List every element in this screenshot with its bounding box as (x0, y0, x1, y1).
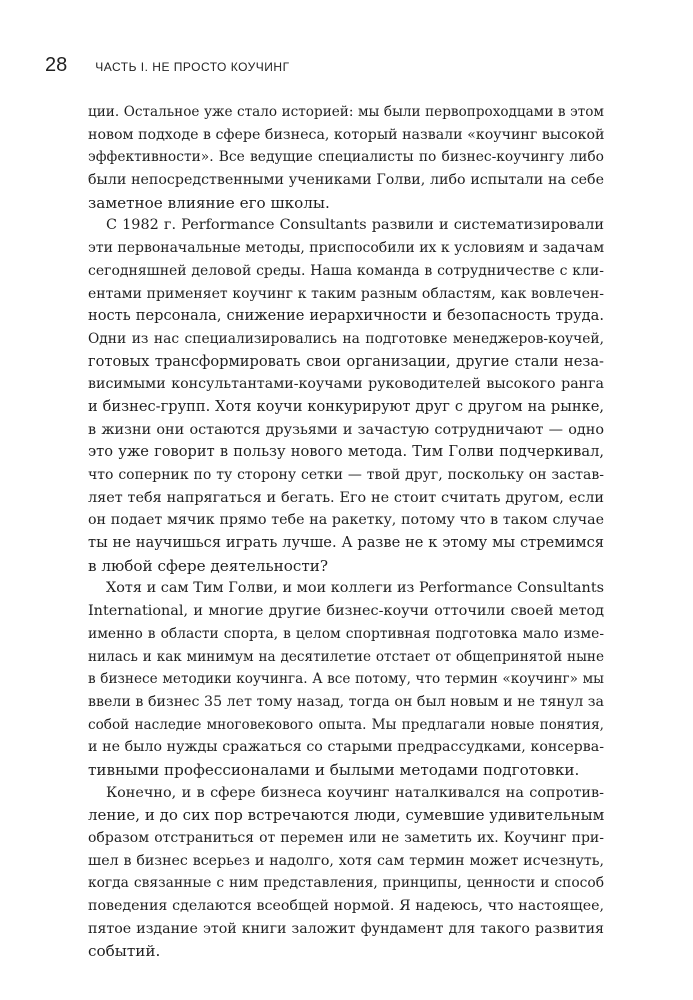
text-line: собой наследие многовекового опыта. Мы предлагали новые понятия, (88, 716, 604, 733)
text-line: ление, и до сих пор встречаются люди, сумевшие удивительным (88, 806, 605, 825)
text-line: были непосредственными учениками Голви, либо испытали на себе (88, 172, 604, 189)
text-line: висимыми консультантами-коучами руководителей высокого ранга (88, 376, 604, 393)
text-line: эти первоначальные методы, приспособили их к условиям и задачам (88, 240, 605, 257)
page-header (45, 54, 290, 77)
text-line: в любой сфере деятельности? (88, 556, 329, 575)
paragraph (88, 577, 604, 781)
text-line: International, и многие другие бизнес-коучи отточили своей метод (88, 603, 604, 620)
running-head: ЧАСТЬ I. НЕ ПРОСТО КОУЧИНГ (95, 60, 290, 74)
text-line: образом отстраниться от перемен или не заметить их. Коучинг при- (88, 830, 604, 846)
paragraph (88, 214, 604, 577)
text-line: в бизнесе методики коучинга. А все потому, что термин «коучинг» мы (88, 671, 604, 688)
text-line: когда связанные с ним представления, принципы, ценности и способ (88, 875, 604, 892)
text-line: это уже говорит в пользу нового метода. Тим Голви подчеркивал, (88, 443, 604, 461)
text-line: ты не научишься играть лучше. А разве не к этому мы стремимся (88, 534, 604, 552)
text-line: именно в области спорта, в целом спортивная подготовка мало изме- (88, 625, 604, 642)
text-line: Хотя и сам Тим Голви, и мои коллеги из Performance Consultants (106, 580, 604, 597)
text-line: тивными профессионалами и былыми методами подготовки. (88, 760, 580, 779)
text-line: ентами применяет коучинг к таким разным областям, как вовлечен- (88, 285, 604, 302)
text-line: и не было нужды сражаться со старыми предрассудками, консерва- (88, 739, 604, 756)
text-line: ввели в бизнес 35 лет тому назад, тогда он был новым и не тянул за (88, 693, 604, 710)
page-number: 28 (45, 54, 68, 76)
paragraph (88, 101, 604, 214)
text-line: нилась и как минимум на десятилетие отстает от общепринятой ныне (88, 648, 604, 665)
text-line: он подает мячик прямо тебе на ракетку, потому что в таком случае (88, 512, 604, 529)
text-line: событий. (88, 942, 161, 961)
text-line: Конечно, и в сфере бизнеса коучинг наталкивался на сопротив- (106, 784, 604, 801)
text-line: ляет тебя напрягаться и бегать. Его не стоит считать другом, если (88, 489, 604, 506)
text-line: С 1982 г. Performance Consultants развили и систематизировали (106, 217, 604, 234)
text-line: пятое издание этой книги заложит фундамент для такого развития (88, 920, 604, 937)
text-line: заметное влияние его школы. (88, 193, 330, 212)
text-line: готовых трансформировать свои организации, другие стали неза- (88, 352, 604, 370)
text-line: что соперник по ту сторону сетки — твой друг, поскольку он застав- (88, 467, 604, 483)
text-line: Одни из нас специализировались на подготовке менеджеров-коучей, (88, 330, 604, 347)
text-line: сегодняшней деловой среды. Наша команда в сотрудничестве с кли- (88, 262, 604, 279)
text-line: в жизни они остаются друзьями и зачастую сотрудничают — одно (88, 421, 604, 438)
text-line: шел в бизнес всерьез и надолго, хотя сам термин может исчезнуть, (88, 852, 604, 869)
body-text (88, 101, 604, 963)
paragraph (88, 782, 604, 964)
text-line: ции. Остальное уже стало историей: мы были первопроходцами в этом (88, 104, 604, 120)
text-line: эффективности». Все ведущие специалисты по бизнес-коучингу либо (88, 149, 604, 166)
text-line: поведения сделаются всеобщей нормой. Я надеюсь, что настоящее, (88, 898, 604, 915)
text-line: и бизнес-групп. Хотя коучи конкурируют друг с другом на рынке, (88, 397, 604, 415)
text-line: ность персонала, снижение иерархичности и безопасность труда. (88, 307, 604, 325)
text-line: новом подходе в сфере бизнеса, который назвали «коучинг высокой (88, 126, 605, 143)
